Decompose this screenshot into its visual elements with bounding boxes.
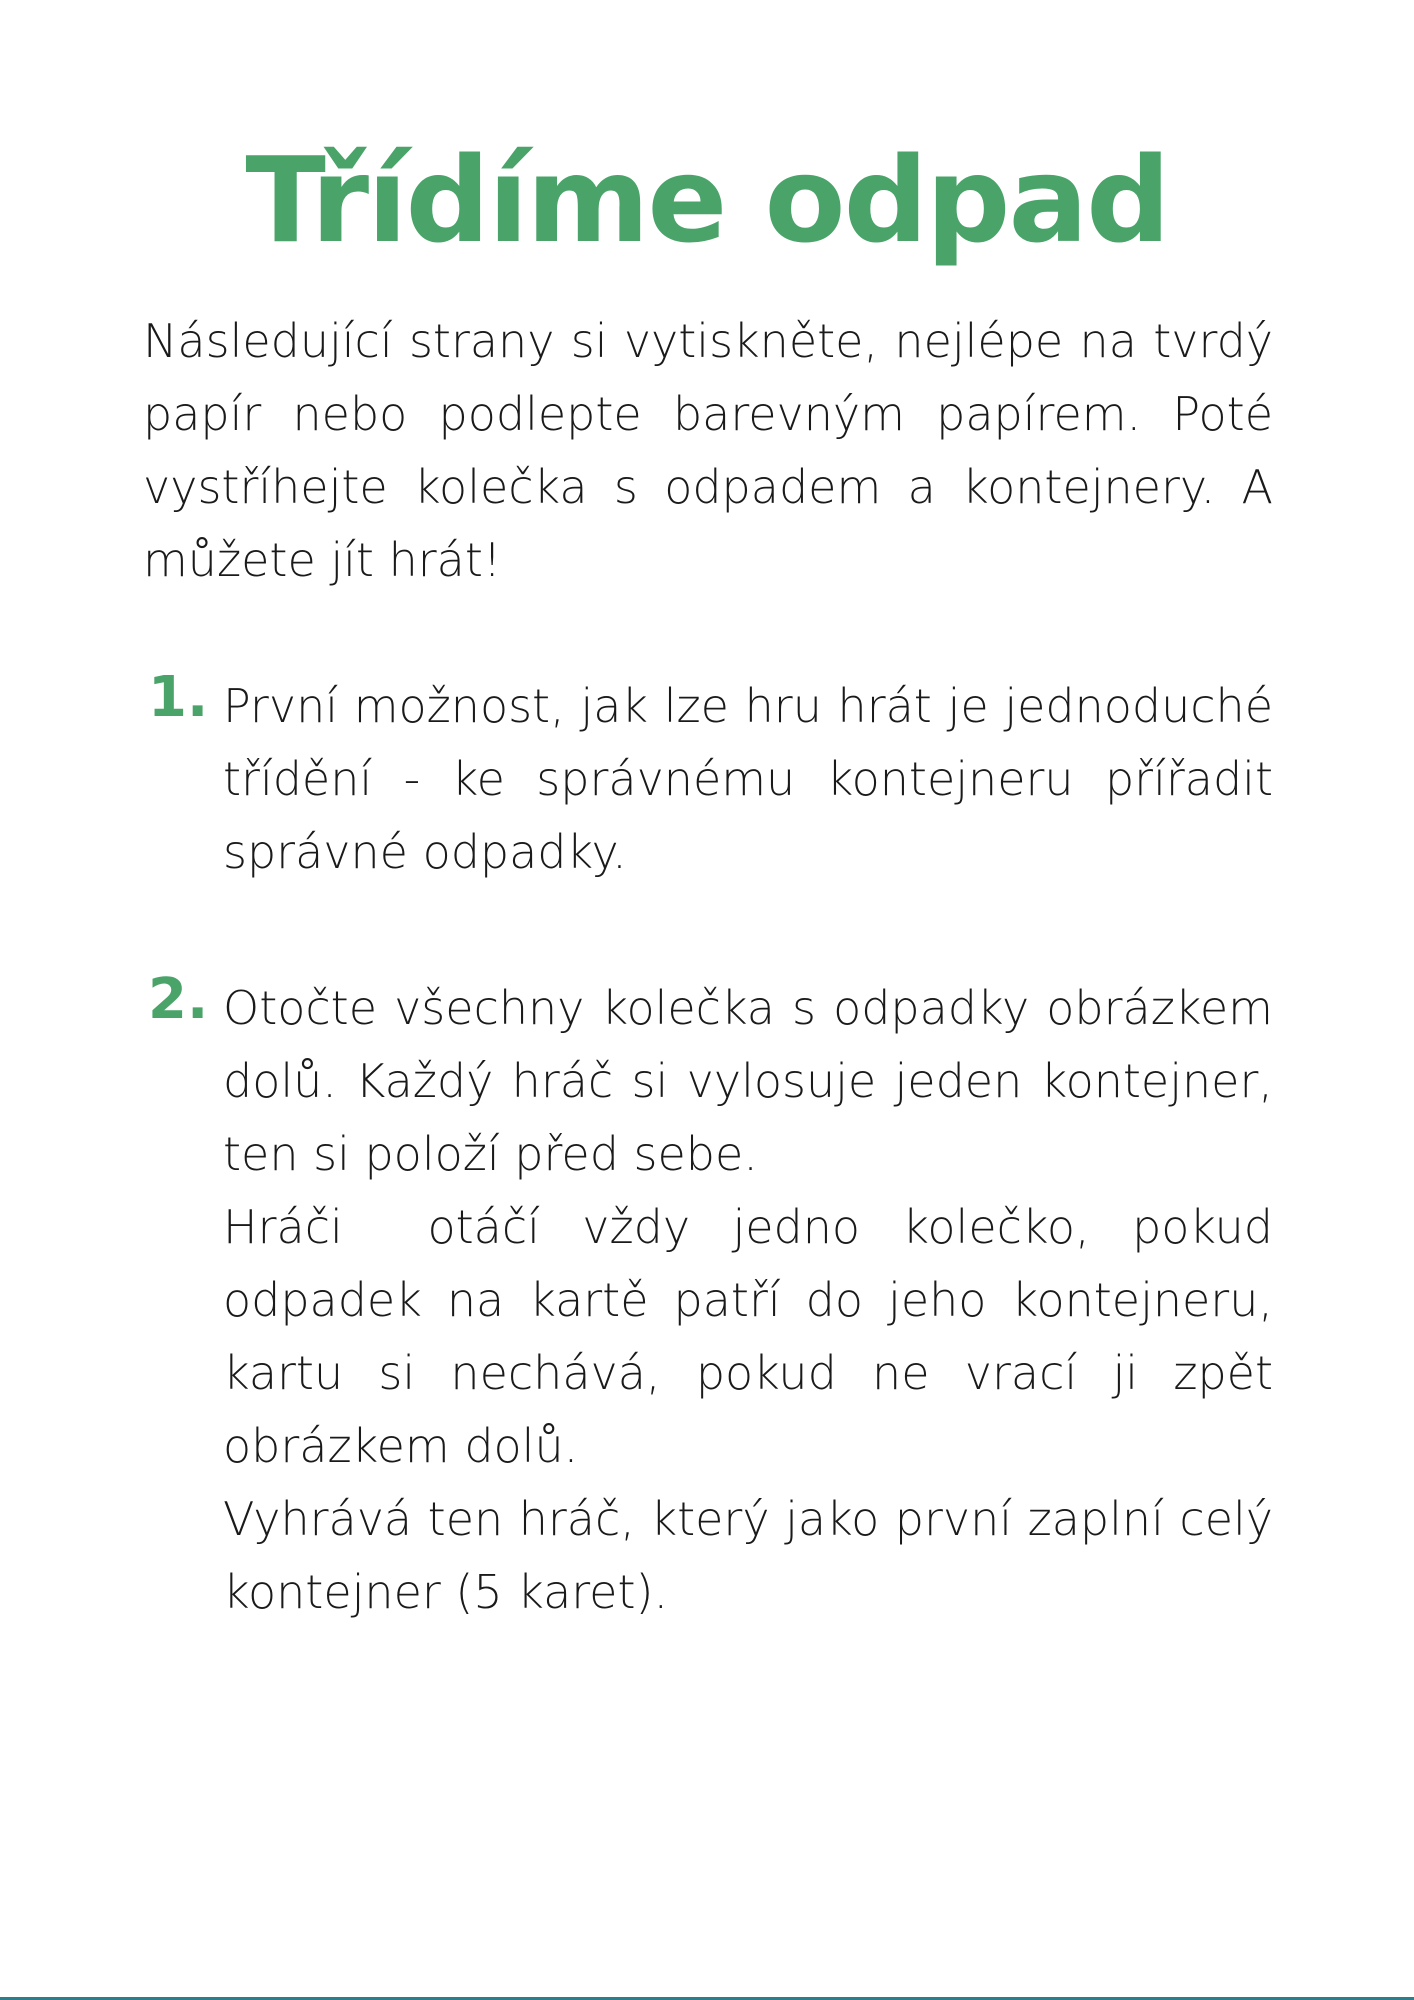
page-title: Třídíme odpad bbox=[245, 131, 1169, 269]
rule-number: 2. bbox=[148, 967, 209, 1032]
rule-body bbox=[223, 670, 1273, 889]
rule-paragraph: Otočte všechny kolečka s odpadky obrázkem dolů. Každý hráč si vylosuje jeden kontejner, ten si položí před sebe. bbox=[223, 981, 1273, 1181]
rule-paragraph: Vyhrává ten hráč, který jako první zaplní celý kontejner (5 karet). bbox=[223, 1492, 1273, 1619]
rule-paragraph: První možnost, jak lze hru hrát je jednoduché třídění - ke správnému kontejneru přířadit správné odpadky. bbox=[223, 679, 1273, 879]
rule-number: 1. bbox=[148, 665, 209, 730]
rule-paragraph: Hráči otáčí vždy jedno kolečko, pokud odpadek na kartě patří do jeho kontejneru, kartu si nechává, pokud ne vrací ji zpět obrázkem dolů. bbox=[223, 1200, 1288, 1473]
rule-item-1 bbox=[143, 665, 1273, 889]
intro-paragraph: Následující strany si vytiskněte, nejlépe na tvrdý papír nebo podlepte barevným papírem. Poté vystříhejte kolečka s odpadem a kontejnery. A můžete jít hrát! bbox=[143, 314, 1273, 587]
rule-item-2 bbox=[143, 967, 1288, 1629]
rule-body bbox=[223, 972, 1288, 1629]
